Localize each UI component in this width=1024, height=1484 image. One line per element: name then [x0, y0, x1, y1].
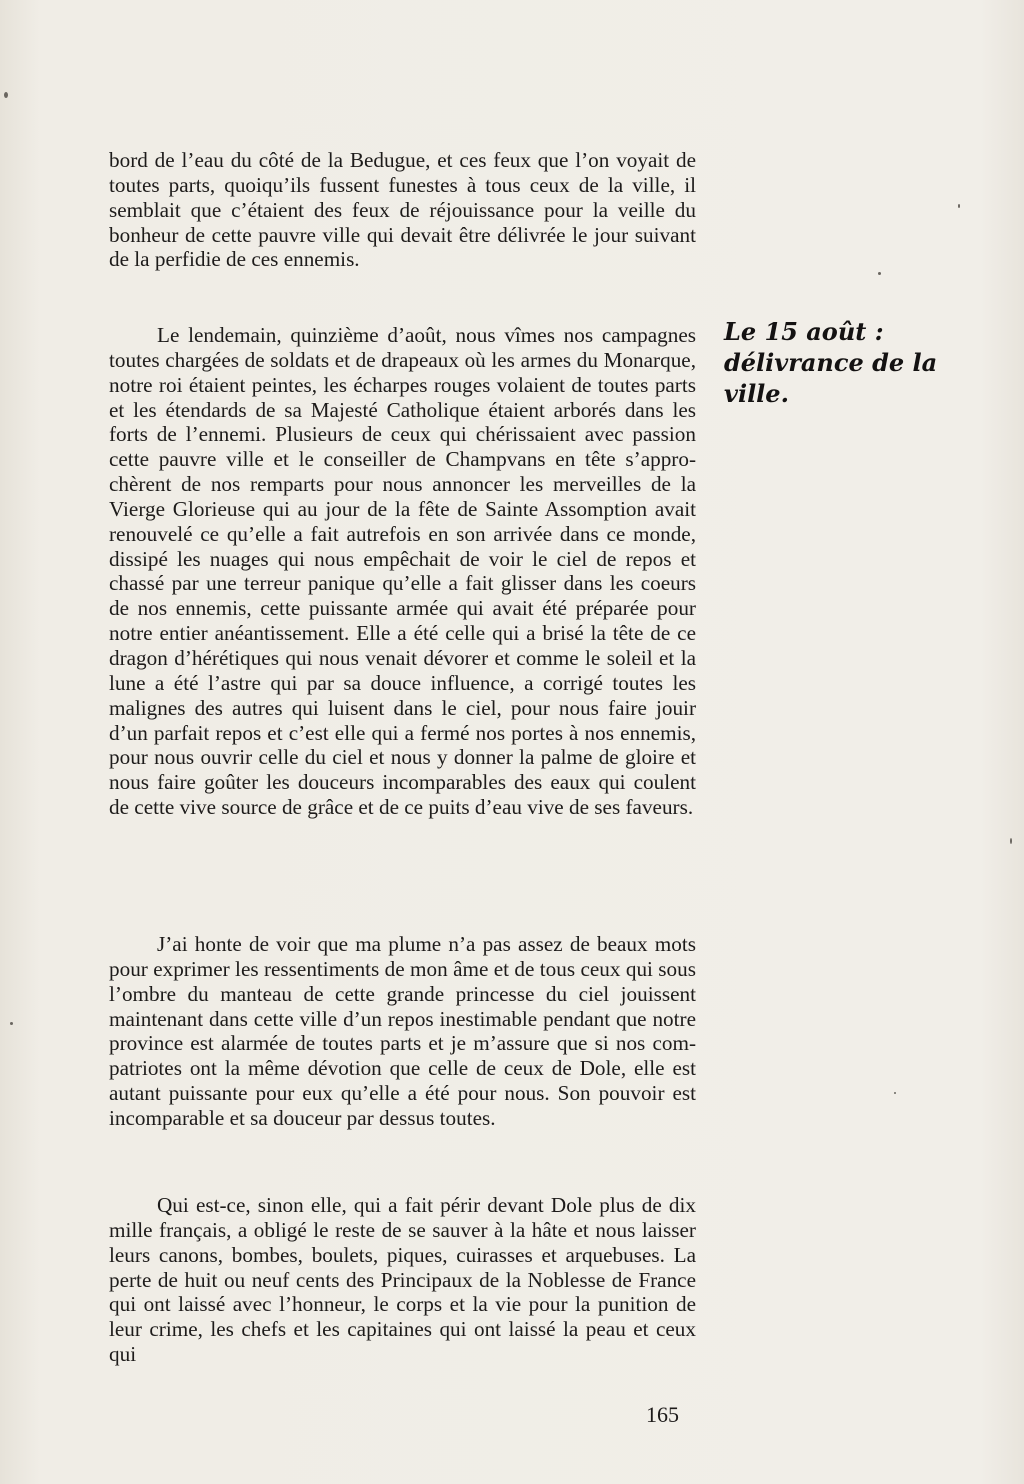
paragraph-4: Qui est-ce, sinon elle, qui a fait périr devant Dole plus de dix mille français, a obligé le reste de se sauver à la hâte et nous laisser leurs canons, bombes, boulets, piques, cuirasses et arquebuses. La perte de huit ou neuf cents des Principaux de la Noblesse de France qui ont laissé avec l’honneur, le corps et la vie pour la punition de leur crime, les chefs et les capitaines qui ont laissé la peau et ceux qui — [109, 1193, 696, 1367]
page-number: 165 — [646, 1402, 679, 1427]
paragraph-1: bord de l’eau du côté de la Bedugue, et ces feux que l’on voyait de toutes parts, quoiqu’ils fussent funestes à tous ceux de la ville, il semblait que c’étaient des feux de réjouissance pour la veille du bonheur de cette pauvre ville qui devait être délivrée le jour suivant de la perfidie de ces ennemis. — [109, 148, 696, 272]
paper-speck — [958, 204, 960, 208]
paper-speck — [1010, 838, 1012, 844]
paper-speck — [894, 1092, 896, 1094]
paper-speck — [878, 272, 881, 275]
paragraph-2: Le lendemain, quinzième d’août, nous vîmes nos campagnes toutes chargées de soldats et de drapeaux où les armes du Monarque, notre roi étaient peintes, les écharpes rouges volaient de toutes parts et les étendards de sa Majesté Catholique étaient arborés dans les forts de l’ennemi. Plusieurs de ceux qui chérissaient avec passion cette pauvre ville et le conseiller de Champvans en tête s’approchèrent de nos remparts pour nous annoncer les merveilles de la Vierge Glorieuse qui au jour de la fête de Sainte Assomption avait renouvelé ce qu’elle a fait autrefois en son arrivée dans ce monde, dissipé les nuages qui nous empêchait de voir le ciel de repos et chassé par une terreur panique qu’elle a fait glisser dans les coeurs de nos ennemis, cette puissante armée qui avait été préparée pour notre entier anéantissement. Elle a été celle qui a brisé la tête de ce dragon d’hérétiques qui nous venait dévorer et comme le soleil et la lune a été l’astre qui par sa douce influence, a corrigé toutes les malignes des autres qui luisent dans le ciel, pour nous faire jouir d’un parfait repos et c’est elle qui a fermé nos portes à nos ennemis, pour nous ouvrir celle du ciel et nous y donner la palme de gloire et nous faire goûter les douceurs incomparables des eaux qui coulent de cette vive source de grâce et de ce puits d’eau vive de ses faveurs. — [109, 323, 696, 820]
paper-speck — [4, 92, 8, 98]
paper-speck — [10, 1022, 13, 1025]
paragraph-3: J’ai honte de voir que ma plume n’a pas assez de beaux mots pour exprimer les ressentiments de mon âme et de tous ceux qui sous l’ombre du manteau de cette grande princesse du ciel jouissent maintenant dans cette ville d’un repos inestimable pendant que notre province est alarmée de toutes parts et je m’assure que si nos compatriotes ont la même dévotion que celle de ceux de Dole, elle est autant puissante pour eux qu’elle a été pour nous. Son pouvoir est incomparable et sa douceur par dessus toutes. — [109, 932, 696, 1130]
margin-heading: Le 15 août : délivrance de la ville. — [724, 317, 938, 408]
